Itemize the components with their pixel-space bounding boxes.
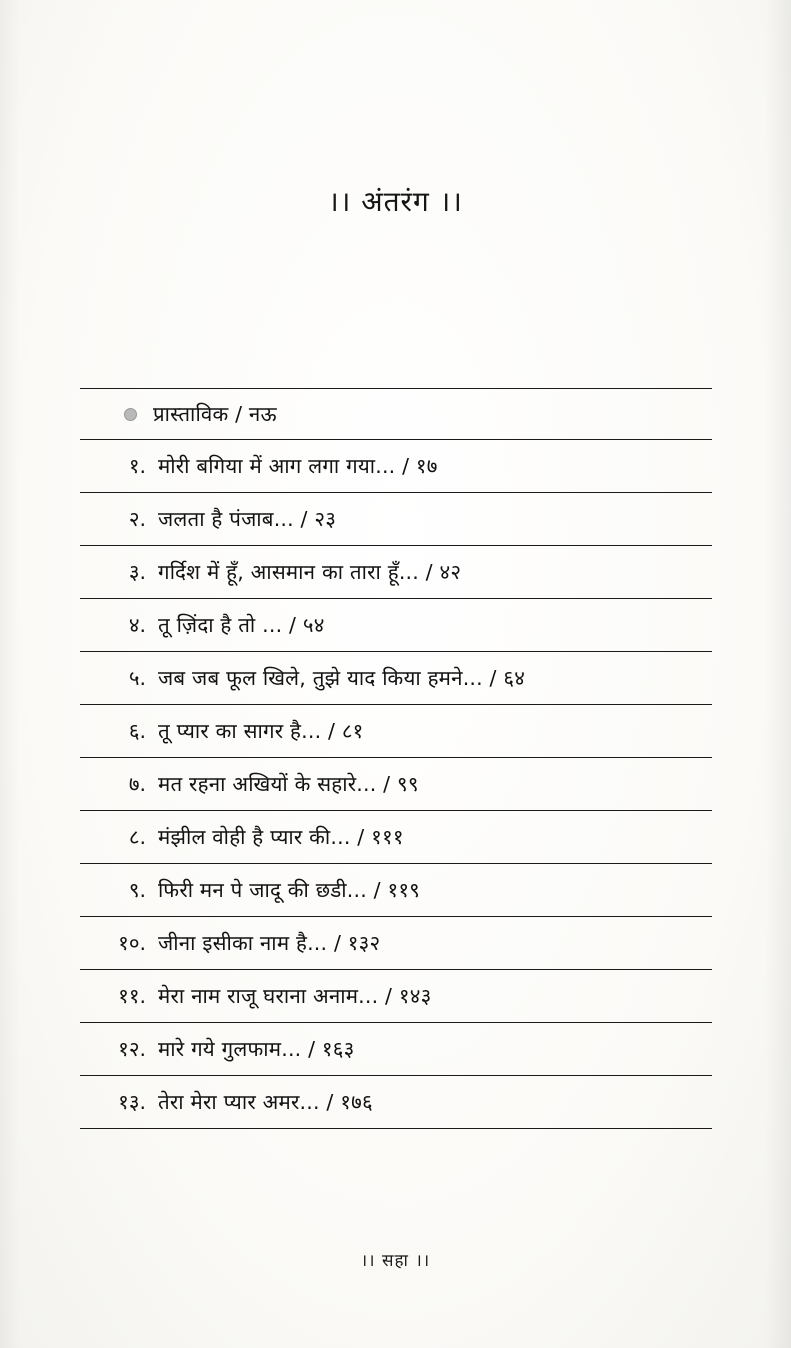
page-footer: ।। सहा ।। — [360, 1251, 431, 1271]
toc-row[interactable] — [80, 1023, 712, 1076]
toc-entry-number: ११. — [118, 984, 146, 1008]
toc-entry-label: मंझील वोही है प्यार की... / १११ — [158, 825, 404, 849]
bullet-icon — [124, 408, 137, 421]
toc-entry-label: तेरा मेरा प्यार अमर... / १७६ — [158, 1090, 373, 1114]
toc-row[interactable] — [80, 1076, 712, 1129]
toc-entry-number: १. — [128, 454, 146, 478]
toc-row[interactable] — [80, 917, 712, 970]
toc-entry-label: जलता है पंजाब... / २३ — [158, 507, 337, 531]
toc-row[interactable] — [80, 811, 712, 864]
toc-entry-number: १३. — [118, 1090, 146, 1114]
toc-entry-number: १२. — [118, 1037, 146, 1061]
toc-entry-number: ६. — [128, 719, 146, 743]
toc-entry-number: ४. — [128, 613, 146, 637]
toc-entry-number: ७. — [128, 772, 146, 796]
toc-row[interactable] — [80, 652, 712, 705]
table-of-contents — [80, 388, 712, 1129]
toc-row[interactable] — [80, 493, 712, 546]
toc-row[interactable] — [80, 546, 712, 599]
toc-row[interactable] — [80, 970, 712, 1023]
toc-entry-number: २. — [128, 507, 146, 531]
toc-row[interactable] — [80, 758, 712, 811]
toc-intro-row[interactable] — [80, 388, 712, 440]
page-title: ।। अंतरंग ।। — [328, 185, 463, 218]
toc-row[interactable] — [80, 440, 712, 493]
toc-intro-label: प्रास्ताविक / नऊ — [153, 402, 277, 426]
toc-entry-label: मत रहना अखियों के सहारे... / ९९ — [158, 772, 419, 796]
toc-entry-label: फिरी मन पे जादू की छडी... / ११९ — [158, 878, 421, 902]
toc-entry-number: ३. — [128, 560, 146, 584]
toc-row[interactable] — [80, 864, 712, 917]
toc-entry-number: ५. — [128, 666, 146, 690]
toc-row[interactable] — [80, 705, 712, 758]
toc-entry-label: जीना इसीका नाम है... / १३२ — [158, 931, 381, 955]
toc-entry-label: जब जब फूल खिले, तुझे याद किया हमने... / ६४ — [158, 666, 526, 690]
toc-entry-number: ९. — [128, 878, 146, 902]
toc-entry-label: तू ज़िंदा है तो ... / ५४ — [158, 613, 325, 637]
toc-entry-label: मोरी बगिया में आग लगा गया... / १७ — [158, 454, 438, 478]
toc-entry-label: तू प्यार का सागर है... / ८१ — [158, 719, 364, 743]
toc-row[interactable] — [80, 599, 712, 652]
toc-entry-label: मारे गये गुलफाम... / १६३ — [158, 1037, 355, 1061]
toc-entry-label: मेरा नाम राजू घराना अनाम... / १४३ — [158, 984, 432, 1008]
toc-entry-number: ८. — [128, 825, 146, 849]
toc-entry-number: १०. — [118, 931, 146, 955]
toc-entry-label: गर्दिश में हूँ, आसमान का तारा हूँ... / ४२ — [158, 560, 462, 584]
